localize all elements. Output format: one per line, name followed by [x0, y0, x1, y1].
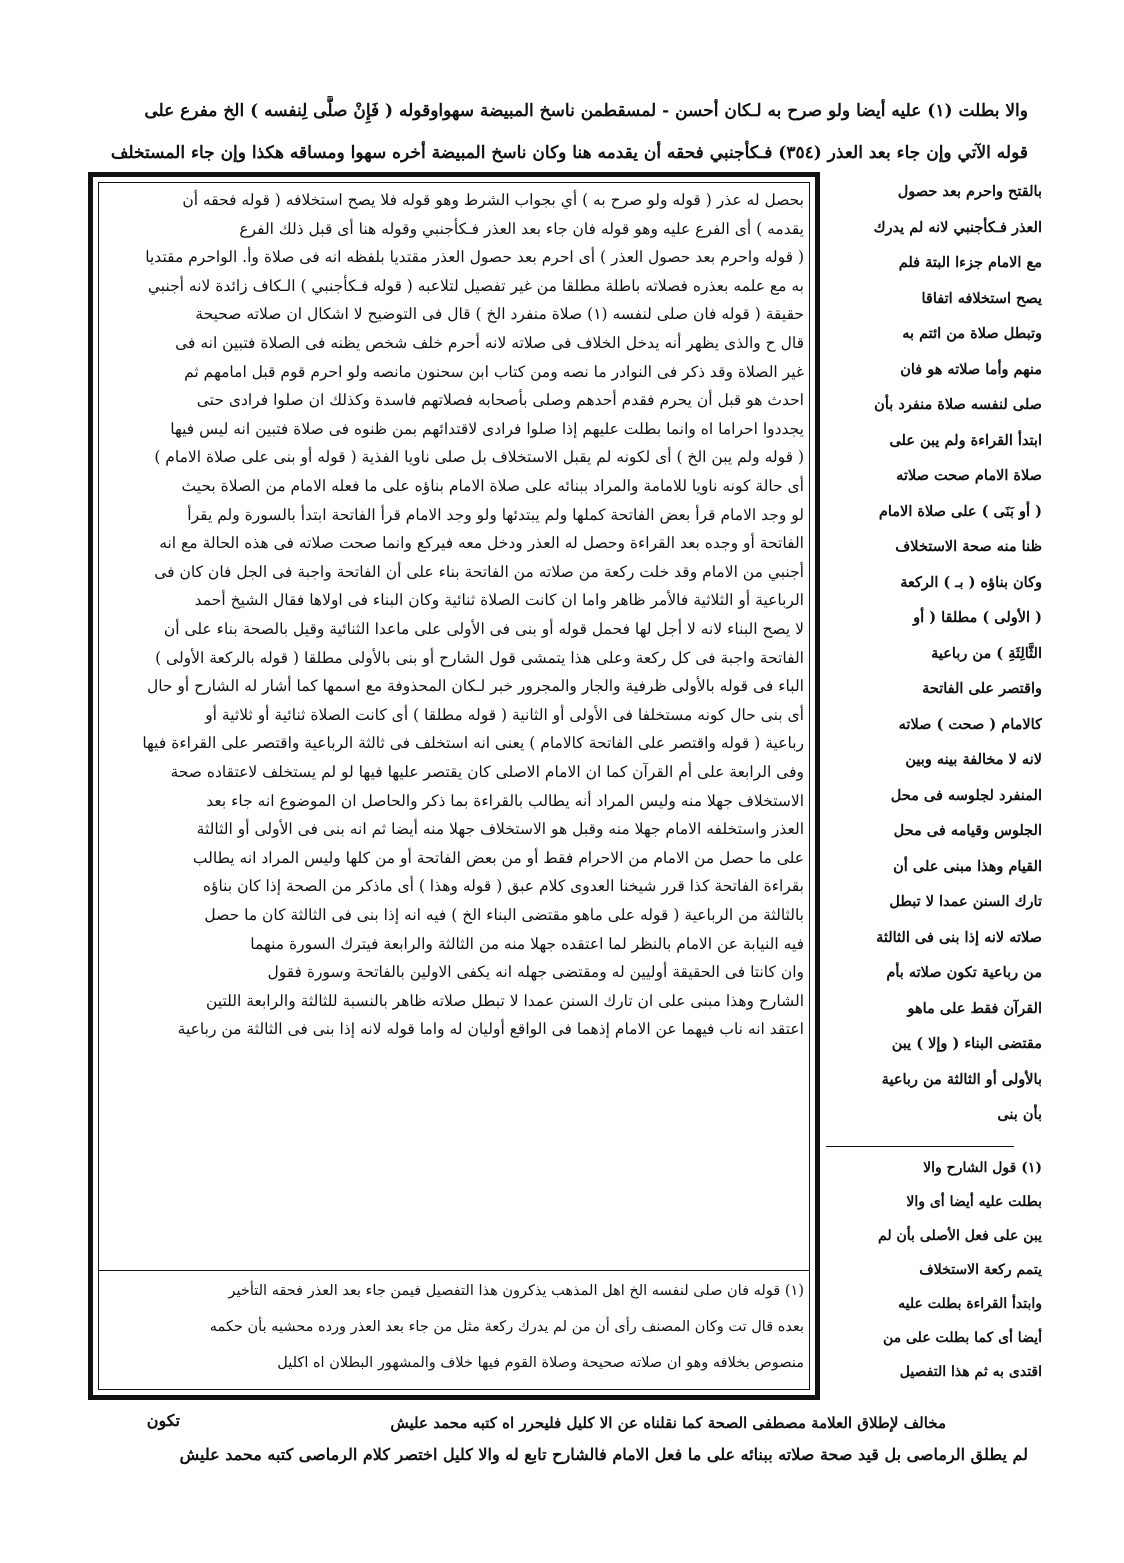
side-line: ظنا منه صحة الاستخلاف: [895, 538, 1042, 555]
commentary-line: اعتقد انه ناب فيهما عن الامام إذهما فى الواقع أوليان له واما قوله لانه إذا بنى فى الثالثة من رباعية: [177, 1020, 804, 1039]
header-line: والا بطلت (١) عليه أيضا ولو صرح به لـكان أحسن - لمسقطمن ناسخ المبيضة سهواوقوله ( فَإِنْ صلَّى لِنفسه ) الخ مفرع على: [144, 101, 1028, 121]
commentary-line: العذر واستخلفه الامام جهلا منه وقبل هو الاستخلاف جهلا منه أيضا ثم انه بنى فى الأولى أو الثالثة: [196, 820, 804, 839]
commentary-line: ( قوله واحرم بعد حصول العذر ) أى احرم بعد حصول العذر مقتديا بلفظه انه فى صلاة وأ. الواحرم مقتديا: [145, 248, 804, 267]
catchword: تكون: [146, 1411, 180, 1430]
side-footnote-line: وابتدأ القراءة بطلت عليه: [898, 1296, 1042, 1312]
side-line: القرآن فقط على ماهو: [907, 999, 1042, 1017]
side-line: صلاة الامام صحت صلاته: [896, 467, 1042, 484]
commentary-footnote-line: (١) قوله فان صلى لنفسه الخ اهل المذهب يذكرون هذا التفصيل فيمن جاء بعد العذر فحقه التأخير: [228, 1283, 804, 1299]
bottom-line: مخالف لإطلاق العلامة مصطفى الصحة كما نقلناه عن الا كليل فليحرر اه كتبه محمد عليش: [390, 1414, 946, 1432]
side-line: صلاته لانه إذا بنى فى الثالثة: [876, 928, 1042, 946]
side-line: واقتصر على الفاتحة: [922, 680, 1042, 697]
commentary-line: بحصل له عذر ( قوله ولو صرح به ) أي بجواب الشرط وهو قوله فلا يصح استخلافه ( قوله فحقه أن: [182, 191, 804, 209]
commentary-line: الاستخلاف جهلا منه وليس المراد أنه يطالب بالقراءة بما ذكر والحاصل ان الموضوع انه جاء بعد: [206, 791, 804, 810]
side-footnote-divider: [826, 1146, 1014, 1147]
commentary-line: حقيقة ( قوله فان صلى لنفسه (١) صلاة منفرد الخ ) قال فى التوضيح لا اشكال ان صلاته صحيحة: [195, 305, 804, 324]
side-line: لانه لا مخالفة بينه وبين: [905, 751, 1042, 768]
side-line: الثَّالِثَةِ ) من رباعية: [931, 644, 1042, 662]
commentary-line: غير الصلاة وقد ذكر فى النوادر ما نصه ومن كتاب ابن سحنون مانصه ولو احرم قوم قبل امامهم ثم: [184, 362, 804, 381]
side-footnote-line: أيضا أى كما بطلت على من: [882, 1330, 1042, 1346]
side-line: بأن بنى: [997, 1106, 1042, 1123]
side-footnote-line: اقتدى به ثم هذا التفصيل: [899, 1364, 1042, 1380]
side-line: صلى لنفسه صلاة منفرد بأن: [874, 396, 1042, 413]
side-line: تارك السنن عمدا لا تبطل: [889, 893, 1042, 910]
commentary-line: قال ح والذى يظهر أنه يدخل الخلاف فى صلاته لانه أحرم خلف شخص يظنه فى الصلاة فتبين انه فى: [175, 334, 804, 352]
commentary-line: لو وجد الامام قرأ بعض الفاتحة كملها ولم يبتدئها ولو وجد الامام قرأ الفاتحة ابتدأ بالسورة ولم يقرأ: [187, 505, 804, 524]
side-line: مع الامام جزءا البتة فلم: [898, 254, 1042, 271]
commentary-line: أى بنى حال كونه مستخلفا فى الأولى أو الثانية ( قوله مطلقا ) أى كانت الصلاة ثنائية أو ثلاثية أو: [205, 705, 804, 724]
side-footnote-line: يبن على فعل الأصلى بأن لم: [878, 1228, 1042, 1244]
bottom-line: لم يطلق الرماصى بل قيد صحة صلاته ببنائه على ما فعل الامام فالشارح تابع له والا كليل اختصر كلام الرماصى كتبه محمد عليش: [179, 1445, 1028, 1464]
commentary-line: يقدمه ) أى الفرع عليه وهو قوله فان جاء بعد العذر فـكأجنبي وقوله هنا أى قبل ذلك الفرع: [239, 219, 804, 238]
commentary-line: رباعية ( قوله واقتصر على الفاتحة كالامام ) يعنى انه استخلف فى ثالثة الرباعية واقتصر على القراءة فيها: [142, 734, 804, 753]
commentary-line: لا يصح البناء لانه لا أجل لها فحمل قوله أو بنى فى الأولى على ماعدا الثنائية وقيل بالصحة بناء على أن: [163, 620, 804, 638]
commentary-line: وان كانتا فى الحقيقة أوليين له ومقتضى جهله انه يكفى الاولين بالفاتحة وسورة فقول: [267, 963, 804, 982]
side-line: منهم وأما صلاته هو فان: [900, 360, 1042, 378]
commentary-line: يجددوا احراما اه وانما بطلت عليهم إذا صلوا فرادى لاقتدائهم بمن ظنوه فى صلاة فتبين انه ليس فيها: [170, 419, 804, 438]
commentary-line: وفى الرابعة على أم القرآن كما ان الامام الاصلى كان يقتصر عليها فيها لو لم يستخلف لاعتقاده صحة: [170, 763, 804, 781]
side-line: من رباعية تكون صلاته بأم: [886, 964, 1042, 981]
side-line: كالامام ( صحت ) صلاته: [898, 715, 1042, 733]
commentary-line: احدث هو قبل أن يحرم فقدم أحدهم وصلى بأصحابه فصلاتهم فاسدة وكذلك ان صلوا فرادى حتى: [196, 391, 804, 410]
side-line: يصح استخلافه اتفاقا: [921, 289, 1042, 307]
commentary-line: أى حالة كونه ناويا للامامة والمراد ببنائه على صلاة الامام بناؤه على ما فعله الامام من الصلاة بحيث: [181, 477, 804, 495]
commentary-line: الفاتحة واجبة فى كل ركعة وعلى هذا يتمشى قول الشارح أو بنى بالأولى مطلقا ( قوله بالركعة الأولى ): [155, 648, 804, 667]
commentary-line: بالثالثة من الرباعية ( قوله على ماهو مقتضى البناء الخ ) فيه انه إذا بنى فى الثالثة كان ما حصل: [204, 906, 804, 924]
side-footnote-line: (١) قول الشارح والا: [923, 1160, 1042, 1176]
commentary-line: فيه النيابة عن الامام بالنظر لما اعتقده جهلا منه من الثالثة والرابعة فيترك السورة منهما: [250, 934, 804, 953]
commentary-line: الشارح وهذا مبنى على ان تارك السنن عمدا لا تبطل صلاته ظاهر بالنسبة للثالثة والرابعة اللتين: [205, 991, 804, 1010]
side-line: بالأولى أو الثالثة من رباعية: [881, 1070, 1042, 1088]
side-line: الجلوس وقيامه فى محل: [893, 822, 1042, 839]
side-line: مقتضى البناء ( وإلا ) يبن: [891, 1035, 1042, 1052]
side-line: ( أو بَنَى ) على صلاة الامام: [878, 502, 1042, 520]
side-line: العذر فـكأجنبي لانه لم يدرك: [873, 218, 1042, 236]
side-line: وكان بناؤه ( بـ ) الركعة: [900, 573, 1042, 591]
commentary-line: الباء فى قوله بالأولى ظرفية والجار والمجرور خبر لـكان المحذوفة مع اسمها كما أشار له الشارح أو حال: [146, 677, 804, 696]
commentary-line: بقراءة الفاتحة كذا قرر شيخنا العدوى كلام عبق ( قوله وهذا ) أى ماذكر من الصحة إذا كان بناؤه: [202, 877, 804, 896]
commentary-line: الفاتحة أو وجده بعد القراءة وحصل له العذر ودخل معه فيركع وانما صحت صلاته فى هذه الحالة مع انه: [159, 534, 804, 553]
commentary-footnote-line: منصوص بخلافه وهو ان صلاته صحيحة وصلاة القوم فيها خلاف والمشهور البطلان اه اكليل: [277, 1355, 804, 1371]
side-footnote-line: بطلت عليه أيضا أى والا: [906, 1194, 1042, 1210]
commentary-line: ( قوله ولم يبن الخ ) أى لكونه لم يقبل الاستخلاف بل صلى ناويا الفذية ( قوله أو بنى على صلاة الامام ): [154, 448, 804, 467]
side-line: وتبطل صلاة من ائتم به: [902, 325, 1042, 342]
commentary-line: على ما حصل من الامام من الاحرام فقط أو من بعض الفاتحة أو من كلها وليس المراد انه يطالب: [192, 848, 804, 867]
side-line: القيام وهذا مبنى على أن: [893, 857, 1042, 875]
header-line: قوله الآتي وإن جاء بعد العذر (٣٥٤) فـكأجنبي فحقه أن يقدمه هنا وكان ناسخ المبيضة أخره سهوا ومساقه هكذا وإن جاء المستخلف: [110, 143, 1028, 163]
commentary-line: به مع علمه بعذره فصلاته باطلة مطلقا من غير تفصيل لتلاعبه ( قوله فـكأجنبي ) الـكاف زائدة لانه أجنبي: [147, 276, 804, 295]
side-line: ( الأولى ) مطلقا ( أو: [913, 609, 1042, 626]
commentary-line: أجنبي من الامام وقد خلت ركعة من صلاته من الفاتحة بناء على أن الفاتحة واجبة فى الجل فان كان فى: [154, 562, 804, 581]
commentary-line: الرباعية أو الثلاثية فالأمر ظاهر واما ان كانت الصلاة ثنائية وكان البناء فى اولاها فقال الشيخ أحمد: [194, 591, 804, 610]
side-footnote-line: يتمم ركعة الاستخلاف: [919, 1262, 1042, 1278]
footnote-divider: [98, 1270, 810, 1271]
side-line: المنفرد لجلوسه فى محل: [890, 786, 1042, 804]
commentary-footnote-line: بعده قال تت وكان المصنف رأى أن من لم يدرك ركعة مثل من جاء بعد العذر ورده محشيه بأن حكمه: [209, 1319, 804, 1335]
side-line: ابتدأ القراءة ولم يبن على: [889, 431, 1042, 449]
side-line: بالقتح واحرم بعد حصول: [897, 183, 1042, 200]
